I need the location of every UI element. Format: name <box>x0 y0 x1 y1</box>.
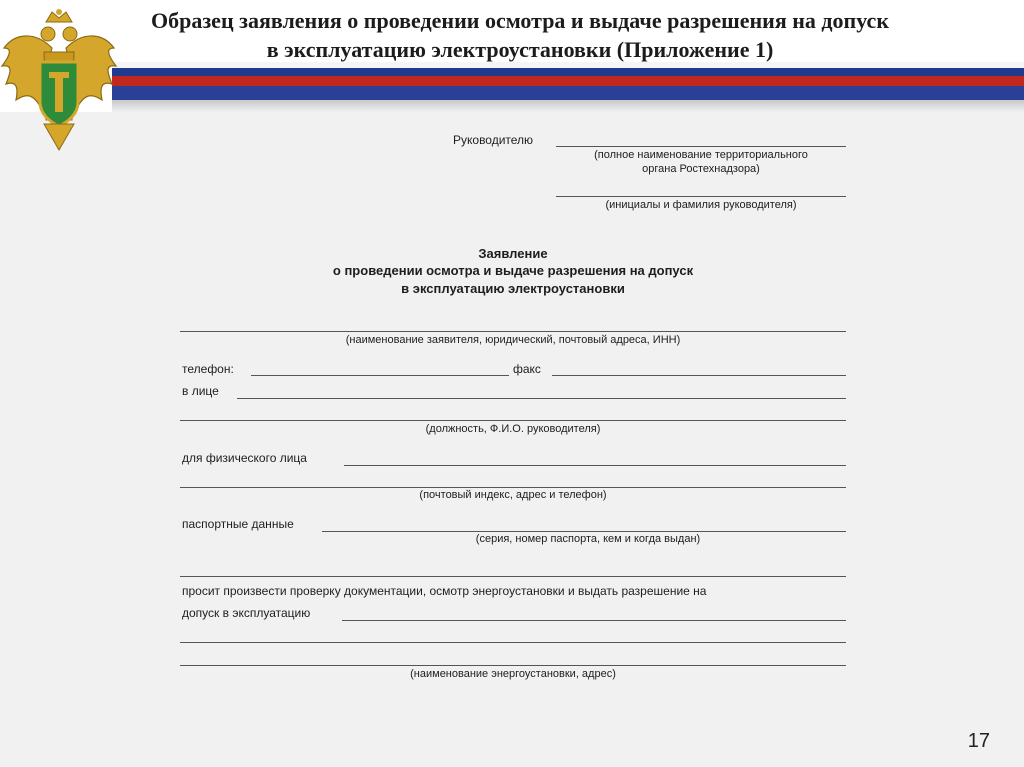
passport-hint: (серия, номер паспорта, кем и когда выдан) <box>475 533 701 545</box>
recipient-label: Руководителю <box>453 133 534 147</box>
request-text-2: допуск в эксплуатацию <box>182 606 311 620</box>
installation-line-3[interactable] <box>180 665 846 666</box>
title-line-1: Образец заявления о проведении осмотра и выдаче разрешения на допуск <box>150 8 889 33</box>
passport-label: паспортные данные <box>182 517 294 531</box>
applicant-hint: (наименование заявителя, юридический, почтовый адреса, ИНН) <box>345 334 681 346</box>
passport-extra-line[interactable] <box>180 576 846 577</box>
flag-stripe-red <box>112 76 1024 86</box>
flag-stripe-blue-lower <box>112 86 1024 100</box>
position-line[interactable] <box>180 420 846 421</box>
position-hint: (должность, Ф.И.О. руководителя) <box>425 423 601 435</box>
form-heading-1: Заявление <box>478 246 548 261</box>
fax-label: факс <box>513 362 541 376</box>
application-form <box>0 112 1024 767</box>
request-text-1: просит произвести проверку документации, осмотр энергоустановки и выдать разрешение на <box>182 584 707 598</box>
territorial-body-line[interactable] <box>556 146 846 147</box>
installation-hint: (наименование энергоустановки, адрес) <box>410 668 616 680</box>
territorial-body-hint-2: органа Ростехнадзора) <box>642 163 760 175</box>
form-heading-3: в эксплуатацию электроустановки <box>401 281 625 296</box>
fax-line[interactable] <box>552 375 846 376</box>
phone-label: телефон: <box>182 362 234 376</box>
head-name-line[interactable] <box>556 196 846 197</box>
applicant-line[interactable] <box>180 331 846 332</box>
in-person-line[interactable] <box>237 398 846 399</box>
territorial-body-hint-1: (полное наименование территориального <box>594 149 808 161</box>
installation-line-2[interactable] <box>180 642 846 643</box>
header-shadow <box>112 100 1024 112</box>
individual-label: для физического лица <box>182 451 307 465</box>
postal-hint: (почтовый индекс, адрес и телефон) <box>419 489 607 501</box>
in-person-label: в лице <box>182 384 219 398</box>
title-line-2: в эксплуатацию электроустановки (Приложение 1) <box>266 37 774 62</box>
slide-header <box>0 0 1024 112</box>
phone-line[interactable] <box>251 375 509 376</box>
installation-line[interactable] <box>342 620 846 621</box>
page-number: 17 <box>967 730 990 752</box>
individual-line[interactable] <box>344 465 846 466</box>
postal-line[interactable] <box>180 487 846 488</box>
head-name-hint: (инициалы и фамилия руководителя) <box>605 199 797 211</box>
flag-stripe-blue <box>112 68 1024 76</box>
slide-title <box>70 6 970 64</box>
passport-line[interactable] <box>322 531 846 532</box>
form-heading-2: о проведении осмотра и выдаче разрешения на допуск <box>332 263 694 278</box>
